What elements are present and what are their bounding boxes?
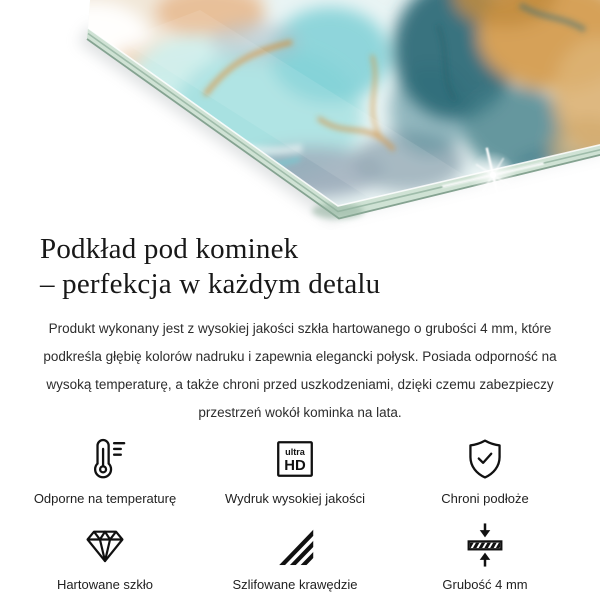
thermometer-icon: [81, 436, 129, 482]
feature-label: Hartowane szkło: [56, 577, 154, 592]
glass-panel-image: [0, 0, 600, 230]
feature-polished-edges: [200, 522, 390, 592]
diamond-icon: [81, 522, 129, 568]
feature-label: Chroni podłoże: [441, 491, 529, 506]
thickness-4mm-icon: [462, 522, 508, 568]
feature-label: Szlifowane krawędzie: [232, 577, 358, 592]
feature-protects: [390, 436, 580, 506]
product-description: Produkt wykonany jest z wysokiej jakości szkła hartowanego o grubości 4 mm, które podkreśla głębię kolorów nadruku i zapewnia elegancki połysk. Posiada odporność na wysoką temperaturę, a także chroni przed uszkodzeniami, dzięki czemu zabezpieczy przestrzeń wokół kominka na lata.: [43, 321, 557, 420]
ultra-hd-icon: [272, 436, 318, 482]
feature-thickness: [390, 522, 580, 592]
page-title-line-1: Podkład pod kominek: [40, 233, 299, 265]
page-title: [40, 232, 560, 302]
feature-temperature: [10, 436, 200, 506]
ultra-hd-text-top: ultra: [285, 447, 305, 458]
feature-label: Grubość 4 mm: [442, 577, 528, 592]
feature-tempered-glass: [10, 522, 200, 592]
feature-label: Wydruk wysokiej jakości: [224, 491, 366, 506]
product-photo: [0, 0, 600, 230]
feature-print-quality: [200, 436, 390, 506]
feature-label: Odporne na temperaturę: [33, 491, 177, 506]
ultra-hd-text-bottom: HD: [284, 458, 306, 475]
shield-check-icon: [462, 436, 508, 482]
polished-edges-icon: [273, 522, 317, 568]
features-grid: [10, 436, 580, 592]
page-title-line-2: – perfekcja w każdym detalu: [40, 268, 381, 300]
